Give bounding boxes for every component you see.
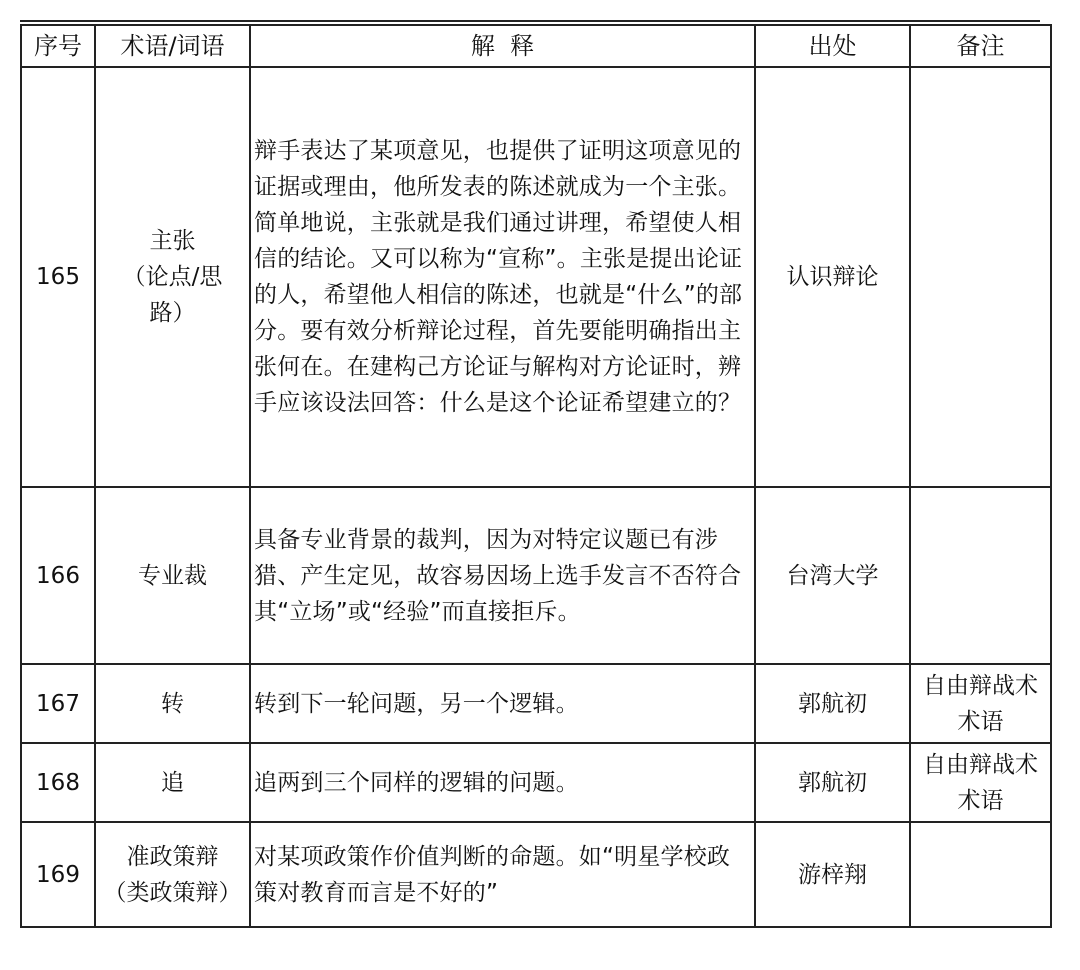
- term-text: 准政策辩 （类政策辩）: [103, 843, 242, 906]
- header-row: [21, 25, 1051, 67]
- cell-term: [95, 822, 250, 927]
- cell-note: [910, 664, 1051, 743]
- header-note: 备注: [910, 25, 1051, 67]
- cell-explanation: 具备专业背景的裁判，因为对特定议题已有涉猎、产生定见，故容易因场上选手发言不否符合其“立场”或“经验”而直接拒斥。: [250, 487, 755, 664]
- cell-note: [910, 822, 1051, 927]
- cell-explanation: 追两到三个同样的逻辑的问题。: [250, 743, 755, 822]
- cell-source: 郭航初: [755, 664, 910, 743]
- term-text: 专业裁: [138, 562, 207, 589]
- cell-number: 165: [21, 67, 95, 487]
- table-row: [21, 664, 1051, 743]
- note-text: 自由辩战术 术语: [923, 672, 1038, 735]
- top-rule: [20, 20, 1040, 22]
- note-text: 自由辩战术 术语: [923, 751, 1038, 814]
- cell-note: [910, 67, 1051, 487]
- term-text: 转: [161, 690, 184, 717]
- cell-source: 游梓翔: [755, 822, 910, 927]
- cell-note: [910, 743, 1051, 822]
- table-row: [21, 487, 1051, 664]
- header-term: 术语/词语: [95, 25, 250, 67]
- term-text: 主张 （论点/思 路）: [122, 228, 223, 326]
- header-explanation: 解 释: [250, 25, 755, 67]
- table-row: [21, 743, 1051, 822]
- cell-number: 168: [21, 743, 95, 822]
- cell-source: 台湾大学: [755, 487, 910, 664]
- cell-term: [95, 67, 250, 487]
- cell-number: 167: [21, 664, 95, 743]
- table-row: [21, 67, 1051, 487]
- cell-explanation: 对某项政策作价值判断的命题。如“明星学校政策对教育而言是不好的”: [250, 822, 755, 927]
- cell-explanation: 辩手表达了某项意见，也提供了证明这项意见的证据或理由，他所发表的陈述就成为一个主张。简单地说，主张就是我们通过讲理，希望使人相信的结论。又可以称为“宣称”。主张是提出论证的人，希望他人相信的陈述，也就是“什么”的部分。要有效分析辩论过程，首先要能明确指出主张何在。在建构己方论证与解构对方论证时，辨手应该设法回答：什么是这个论证希望建立的？: [250, 67, 755, 487]
- cell-note: [910, 487, 1051, 664]
- cell-term: [95, 743, 250, 822]
- cell-number: 169: [21, 822, 95, 927]
- cell-source: 认识辩论: [755, 67, 910, 487]
- cell-explanation: 转到下一轮问题，另一个逻辑。: [250, 664, 755, 743]
- table-row: [21, 822, 1051, 927]
- cell-term: [95, 487, 250, 664]
- header-number: 序号: [21, 25, 95, 67]
- glossary-table: [20, 24, 1052, 928]
- term-text: 追: [161, 769, 184, 796]
- cell-term: [95, 664, 250, 743]
- cell-number: 166: [21, 487, 95, 664]
- header-source: 出处: [755, 25, 910, 67]
- cell-source: 郭航初: [755, 743, 910, 822]
